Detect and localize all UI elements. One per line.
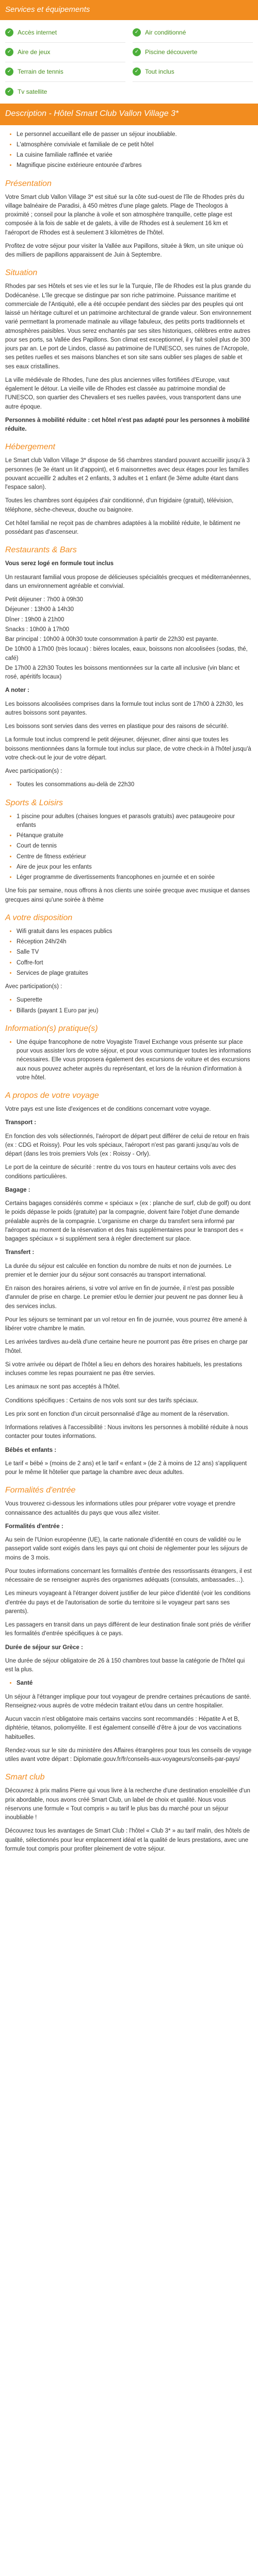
list-item: • Centre de fitness extérieur (17, 853, 253, 861)
disposition-participation-list (17, 996, 253, 1015)
section-heading: Information(s) pratique(s) (5, 1024, 98, 1033)
paragraph: Un séjour à l'étranger implique pour tout voyageur de prendre certaines précautions de santé. Renseignez-vous auprès de votre médecin traitant et/ou dans un centre hospitalier. (5, 1693, 251, 1709)
list-item: • Toutes les consommations au-delà de 22h30 (17, 781, 253, 789)
section-heading: Sports & Loisirs (5, 798, 63, 807)
paragraph: Votre pays est une liste d'exigences et de conditions concernant votre voyage. (5, 1106, 211, 1112)
paragraph: Rhodes par ses Hôtels et ses vie et les sur le la Turquie, l'île de Rhodes est la plus grande du Dodécanèse. L'île grecque se distingue par son riche patrimoine. Puissance maritime et commerciale de l'Antiquité, elle a été occupée pendant des siècles par des peuples qui ont laissé un héritage culturel et un patrimoine architectural de grande valeur. Son environnement varié permettant la promenade matinale au village fabuleux, des petits ports traditionnels et atmosphères paisibles. Vous serez enchantés par ses sites historiques, célèbres entre autres pour ses ports, sa Vallée des Papillons. Son climat est exceptionnel, il y fait soleil plus de 300 jours par an. Le port de Lindos, classé au patrimoine de l'UNESCO, ses ruines de l'Acropole, ses petites ruelles et ses maisons blanches et son site sans oublier ses plages de sable et ses eaux cristallines. (5, 283, 251, 370)
list-item: • Magnifique piscine extérieure entourée d'arbres (17, 161, 253, 170)
schedule-line: Bar principal : 10h00 à 00h30 toute consommation à partir de 22h30 est payante. (5, 636, 218, 642)
section-heading: Smart club (5, 1773, 45, 1782)
service-all-inclusive: ✓ Tout inclus (133, 62, 253, 82)
paragraph: Toutes les chambres sont équipées d'air conditionné, d'un frigidaire (gratuit), télévision, téléphone, sèche-cheveux, douche ou baignoire. (5, 498, 234, 513)
paragraph: Avec participation(s) : (5, 984, 62, 990)
paragraph: La ville médiévale de Rhodes, l'une des plus anciennes villes fortifiées d'Europe, vaut également le détour. La vieille ville de Rhodes est classée au patrimoine mondial de l'UNESCO, son quartier des Chevaliers et ses ruelles pavées, vous transportent dans une autre époque. (5, 377, 241, 410)
list-item: • Une équipe francophone de notre Voyagiste Travel Exchange vous présente sur place pour vous assister lors de votre séjour, et pour vous communiquer toutes les informations nécessaires. Elle vous proposera également des excursions de voiture et des excursions aux nous pouvez acheter auprès du représentant, et lors de la réunion d'information à votre hôtel. (17, 1038, 253, 1082)
service-tv: ✓ Tv satellite (5, 82, 125, 101)
all-inclusive-icon: ✓ (133, 67, 141, 76)
paragraph: Une durée de séjour obligatoire de 26 à 150 chambres tout basse la catégorie de l'hôtel qui est la plus. (5, 1657, 245, 1673)
paragraph: Bébés et enfants : (5, 1447, 57, 1453)
schedule (5, 596, 253, 682)
paragraph: Les mineurs voyageant à l'étranger doivent justifier de leur pièce d'identité (voir les conditions d'entrée du pays et de l'autorisation de sortie du territoire si le voyageur part sans ses parents). (5, 1590, 251, 1615)
paragraph: Transfert : (5, 1249, 35, 1256)
list-item: • Superette (17, 996, 253, 1005)
section-heading: Hébergement (5, 443, 55, 452)
paragraph: Les boissons alcoolisées comprises dans la formule tout inclus sont de 17h00 à 22h30, les autres boissons sont payantes. (5, 701, 244, 716)
services-header: Services et équipements (0, 0, 258, 20)
playground-icon: ✓ (5, 48, 13, 56)
list-item: • L'atmosphère conviviale et familiale de ce petit hôtel (17, 141, 253, 149)
paragraph: Certains bagages considérés comme « spéciaux » (ex : planche de surf, club de golf) ou dont le poids dépasse le poids (gratuite) par la compagnie, doivent faire l'objet d'une demande préalable auprès de la compagnie. L'organisme en charge du transfert sera informé par l'aéroport au moment de la réservation et des frais supplémentaires pour le transport des « bagages spéciaux » si supplément sera à régler directement sur place. (5, 1200, 251, 1242)
sports-list (17, 812, 253, 883)
paragraph: La formule tout inclus comprend le petit déjeuner, déjeuner, dîner ainsi que toutes les boissons mentionnées dans la formule tout inclus sur place, de votre check-in à l'hôtel jusqu'à votre check-out le jour de votre départ. (5, 737, 251, 761)
list-item: • Santé (17, 1679, 253, 1688)
schedule-line: De 10h00 à 17h00 (très locaux) : bières locales, eaux, boissons non alcoolisées (sodas, thé, café) (5, 646, 248, 662)
service-pool: ✓ Piscine découverte (133, 43, 253, 62)
description-header: Description - Hôtel Smart Club Vallon Village 3* (0, 104, 258, 125)
paragraph: Les arrivées tardives au-delà d'une certaine heure ne pourront pas être prises en charge par l'hôtel. (5, 1339, 248, 1354)
paragraph: Si votre arrivée ou départ de l'hôtel a lieu en dehors des horaires habituels, les prestations incluses comme les repas pourraient ne pas être servies. (5, 1361, 243, 1377)
participation-list (17, 781, 253, 789)
paragraph: Formalités d'entrée : (5, 1523, 63, 1530)
list-item: • La cuisine familiale raffinée et variée (17, 151, 253, 160)
disposition-list (17, 927, 253, 978)
paragraph: Les passagers en transit dans un pays différent de leur destination finale sont priés de vérifier les formalités d'entrée spécifiques à ce pays. (5, 1622, 251, 1637)
wifi-icon: ✓ (5, 28, 13, 37)
paragraph: En fonction des vols sélectionnés, l'aéroport de départ peut différer de celui de retour en frais (ex : CDG et Roissy). Pour les vols spéciaux, l'aéroport n'est pas garanti jusqu'au vols de départ (dans les trois premiers Vols (ex : Roissy - Orly). (5, 1133, 250, 1157)
services-grid (0, 20, 258, 104)
paragraph: Durée de séjour sur Grèce : (5, 1644, 83, 1651)
schedule-line: Snacks : 10h00 à 17h00 (5, 626, 70, 633)
section-heading: Situation (5, 268, 38, 278)
paragraph: Transport : (5, 1120, 37, 1126)
section-heading: Restaurants & Bars (5, 546, 77, 555)
list-item: • Pétanque gratuite (17, 832, 253, 840)
list-item: • Billards (payant 1 Euro par jeu) (17, 1007, 253, 1015)
sante-list (17, 1679, 253, 1688)
paragraph: Les animaux ne sont pas acceptés à l'hôtel. (5, 1384, 120, 1391)
paragraph: La durée du séjour est calculée en fonction du nombre de nuits et non de journées. Le premier et le dernier jour du séjour sont consacrés au transport international. (5, 1263, 232, 1278)
content (0, 125, 258, 1869)
paragraph: Une fois par semaine, nous offrons à nos clients une soirée grecque avec musique et danses grecques ainsi qu'une soirée à thème (5, 888, 250, 903)
list-item: • Léger programme de divertissements francophones en journée et en soirée (17, 873, 253, 882)
paragraph: Les prix sont en fonction d'un circuit personnalisé d'âge au moment de la réservation. (5, 1411, 229, 1417)
paragraph: Avec participation(s) : (5, 768, 62, 774)
paragraph: Votre Smart club Vallon Village 3* est situé sur la côte sud-ouest de l'île de Rhodes près du village balnéaire de Paradisi, à 450 mètres d'une plage galets. Plage de Theologos à proximité ; conseil pour la planche à voile et son atmosphère tranquille, cette plage est composée à la fois de sable et de galets, à ville de Rhodes est à seulement 16 km et l'aéroport de Rhodes est à seulement 3 kilomètres de l'hôtel. (5, 194, 245, 236)
paragraph: Cet hôtel familial ne reçoit pas de chambres adaptées à la mobilité réduite, le bâtiment ne possédant pas d'ascenseur. (5, 520, 240, 535)
service-tennis: ✓ Terrain de tennis (5, 62, 125, 82)
highlights-list (17, 130, 253, 171)
section-heading: Présentation (5, 179, 52, 188)
pool-icon: ✓ (133, 48, 141, 56)
paragraph: Informations relatives à l'accessibilité : Nous invitons les personnes à mobilité réduite à nous contacter pour toutes informations. (5, 1425, 248, 1440)
paragraph: Pour les séjours se terminant par un vol retour en fin de journée, vous pourrez être amené à libérer votre chambre le matin. (5, 1316, 247, 1332)
paragraph: En raison des horaires aériens, si votre vol arrive en fin de journée, il n'est pas possible d'annuler de prise en charge. Le premier et/ou le dernier jour peuvent ne pas donner lieu à des services inclus. (5, 1285, 243, 1310)
list-item: • Salle TV (17, 948, 253, 957)
paragraph: Découvrez tous les avantages de Smart Club : l'hôtel « Club 3* » au tarif malin, des hôtels de qualité, sélectionnés pour leur emplacement idéal et la qualité de leurs prestations, avec une formule tout compris pour profiter pleinement de votre séjour. (5, 1828, 250, 1852)
paragraph: Conditions spécifiques : Certains de nos vols sont sur des tarifs spéciaux. (5, 1397, 199, 1404)
paragraph: Découvrez à prix malins Pierre qui vous livre à la recherche d'une destination ensoleillée d'un prix abordable, nous avons créé Smart Club, un label de choix et qualité. Nous vous réservons une formule « Tout compris » au tarif le plus bas du marché pour un séjour inoubliable ! (5, 1788, 250, 1821)
informations-list (17, 1038, 253, 1082)
list-item: • Services de plage gratuites (17, 969, 253, 978)
schedule-line: Petit déjeuner : 7h00 à 09h30 (5, 597, 83, 603)
schedule-line: Dîner : 19h00 à 21h00 (5, 616, 64, 623)
paragraph: Pour toutes informations concernant les formalités d'entrée des ressortissants étrangers, il est nécessaire de se renseigner auprès des organismes adéquats (consulats, ambassades…). (5, 1568, 252, 1583)
list-item: • Aire de jeux pour les enfants (17, 863, 253, 872)
paragraph: Un restaurant familial vous propose de délicieuses spécialités grecques et méditerranéennes, dans un environnement agréable et convivial. (5, 574, 251, 589)
list-item: • Coffre-fort (17, 959, 253, 968)
list-item: • Wifi gratuit dans les espaces publics (17, 927, 253, 936)
paragraph: Profitez de votre séjour pour visiter la Vallée aux Papillons, située à 9km, un site unique où des milliers de papillons apparaissent de Juin à Septembre. (5, 243, 244, 258)
paragraph: Au sein de l'Union européenne (UE), la carte nationale d'identité en cours de validité ou le passeport valide sont exigés dans les pays qui ont choisi de réglementer pour les séjours de moins de 3 mois. (5, 1537, 248, 1561)
schedule-line: Déjeuner : 13h00 à 14h30 (5, 606, 74, 613)
snowflake-icon: ✓ (133, 28, 141, 37)
paragraph: Les boissons sont servies dans des verres en plastique pour des raisons de sécurité. (5, 723, 229, 730)
paragraph: A noter : (5, 687, 29, 694)
list-item: • 1 piscine pour adultes (chaises longues et parasols gratuits) avec pataugeoire pour enfants (17, 812, 253, 831)
paragraph: Le Smart club Vallon Village 3* dispose de 56 chambres standard pouvant accueillir jusqu'à 3 personnes (le 3e étant un lit d'appoint), et 6 maisonnettes avec deux étages pour les familles pouvant accueillir 2 adultes et 2 enfants, 3 adultes et 1 enfant (le 3ème adulte étant dans l'espace salon). (5, 457, 250, 490)
tv-icon: ✓ (5, 88, 13, 96)
paragraph: Le port de la ceinture de sécurité : rentre du vos tours en hauteur certains vols avec des conditions particulières. (5, 1164, 236, 1180)
list-item: • Court de tennis (17, 842, 253, 851)
paragraph: Vous serez logé en formule tout inclus (5, 561, 114, 567)
service-internet: ✓ Accès internet (5, 23, 125, 43)
list-item: • Réception 24h/24h (17, 938, 253, 946)
tennis-icon: ✓ (5, 67, 13, 76)
paragraph: Rendez-vous sur le site du ministère des Affaires étrangères pour tous les conseils de voyage utiles avant votre départ : Diplomatie.gouv.fr/fr/conseils-aux-voyageurs/conseils-par-pays/ (5, 1747, 252, 1762)
paragraph: Bagage : (5, 1187, 30, 1193)
list-item: • Le personnel accueillant elle de passer un séjour inoubliable. (17, 130, 253, 139)
schedule-line: De 17h00 à 22h30 Toutes les boissons mentionnées sur la carte all inclusive (vin blanc et rosé, apéritifs locaux) (5, 665, 240, 680)
section-heading: A votre disposition (5, 913, 73, 922)
paragraph: Personnes à mobilité réduite : cet hôtel n'est pas adapté pour les personnes à mobilité réduite. (5, 417, 250, 432)
section-heading: Formalités d'entrée (5, 1486, 76, 1495)
paragraph: Le tarif « bébé » (moins de 2 ans) et le tarif « enfant » (de 2 à moins de 12 ans) s'appliquent pour le même lit hôtelier que partage la chambre avec deux adultes. (5, 1460, 247, 1476)
service-aircon: ✓ Air conditionné (133, 23, 253, 43)
paragraph: Aucun vaccin n'est obligatoire mais certains vaccins sont recommandés : Hépatite A et B, diphtérie, tétanos, poliomyélite. Il est également conseillé d'être à jour de vos vaccinations habituelles. (5, 1716, 241, 1740)
service-playground: ✓ Aire de jeux (5, 43, 125, 62)
section-heading: A propos de votre voyage (5, 1091, 99, 1100)
paragraph: Vous trouverez ci-dessous les informations utiles pour préparer votre voyage et prendre connaissance des actualités du pays que vous allez visiter. (5, 1501, 236, 1516)
